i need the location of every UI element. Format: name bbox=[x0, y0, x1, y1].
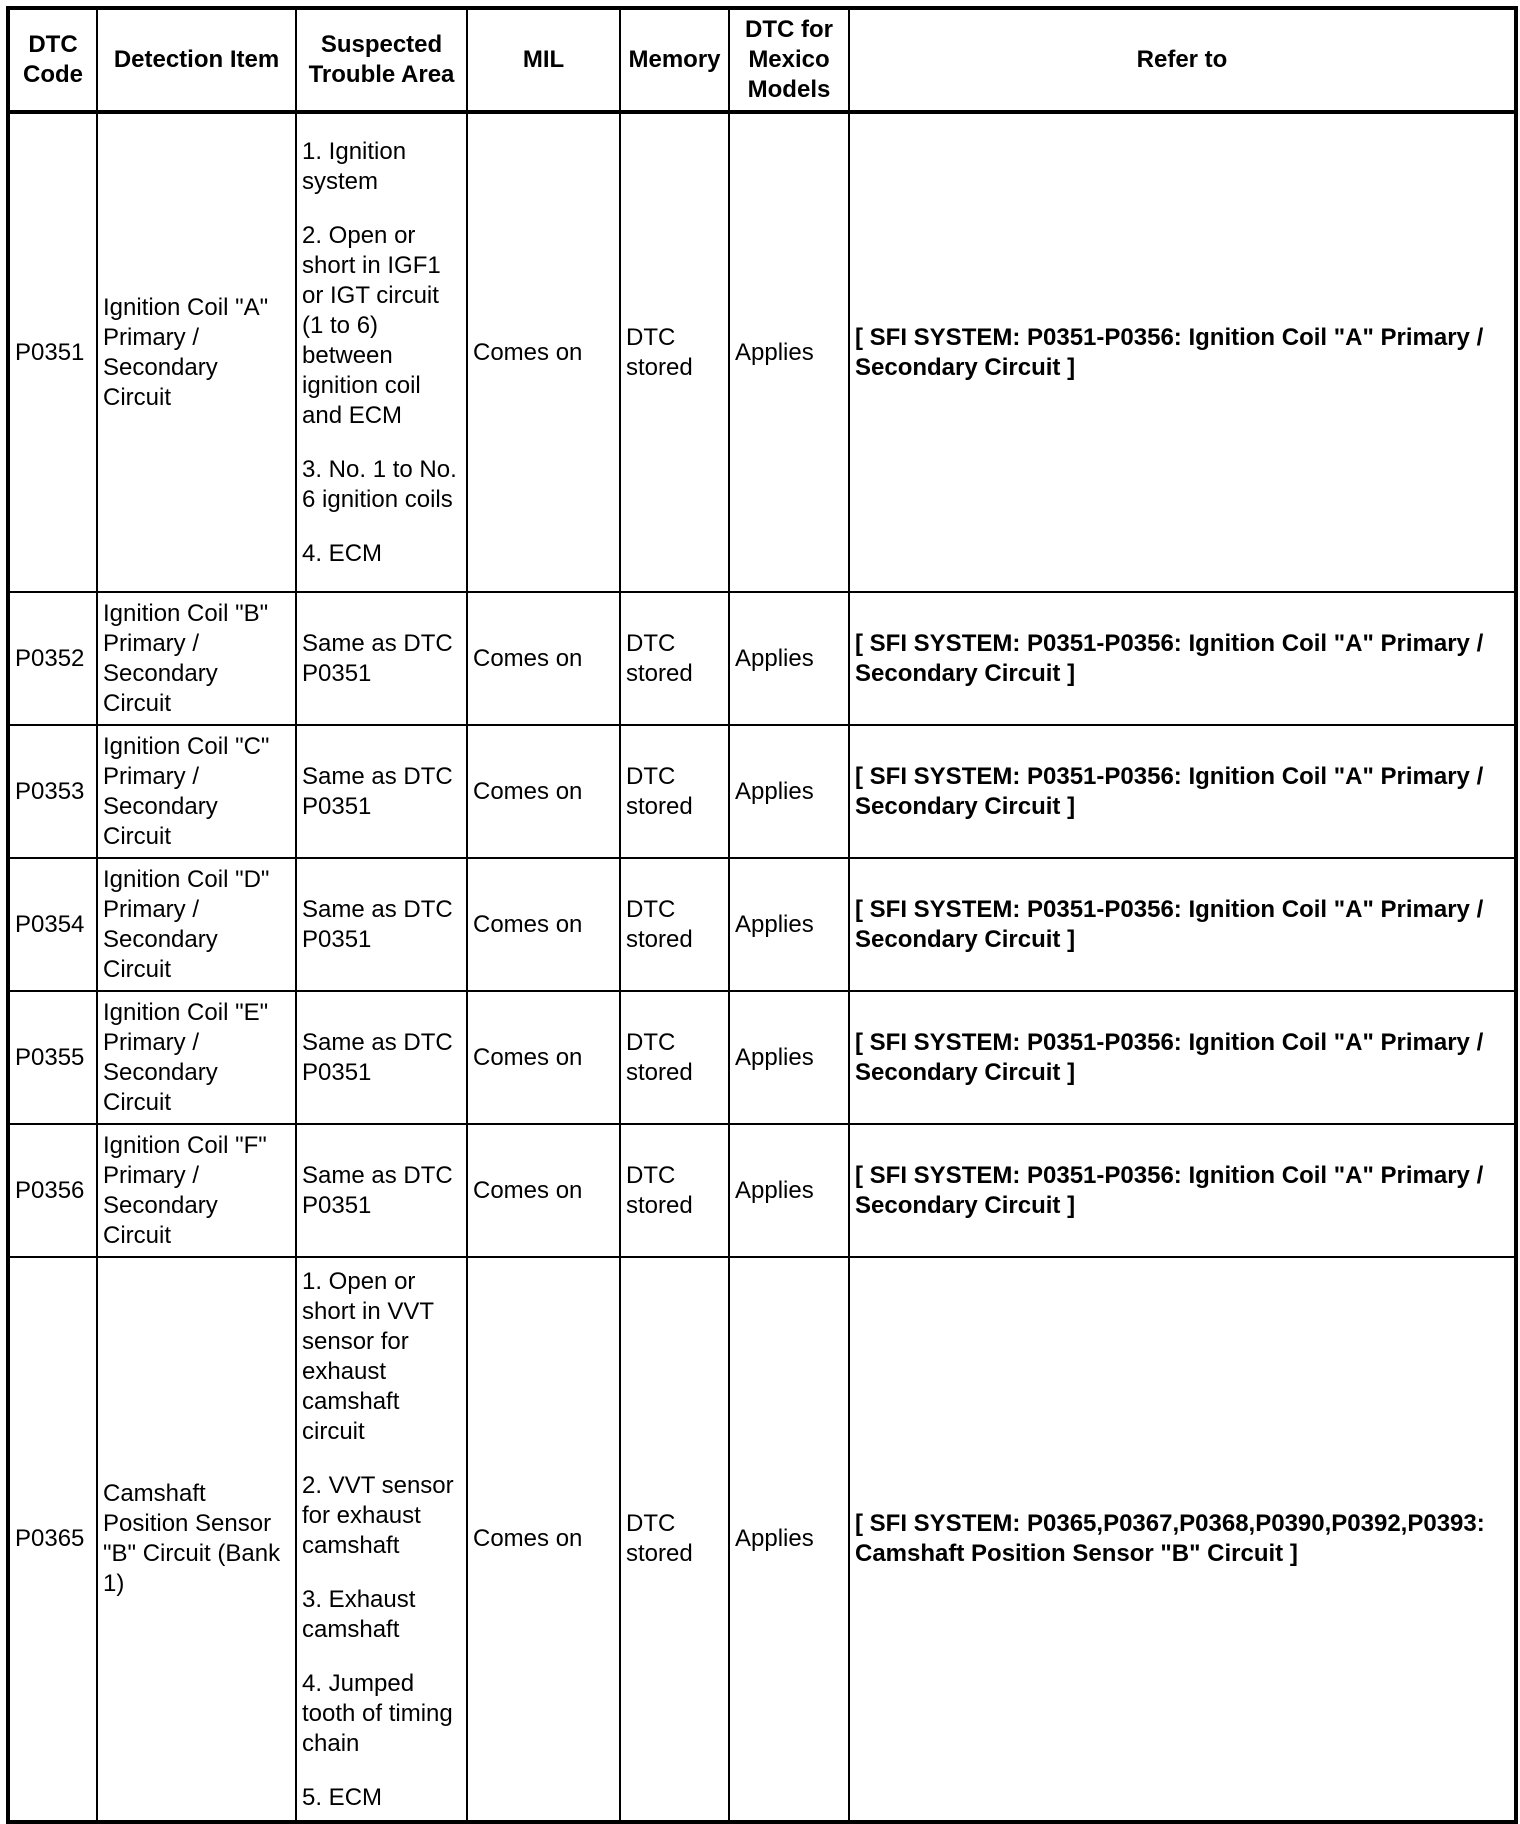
trouble-area-item: 1. Open or short in VVT sensor for exhaust camshaft circuit bbox=[302, 1268, 434, 1445]
trouble-area-cell bbox=[296, 1257, 467, 1822]
trouble-area-item: 3. No. 1 to No. 6 ignition coils bbox=[302, 455, 457, 513]
mexico-cell: Applies bbox=[729, 1124, 849, 1257]
header-dtc-code: DTC Code bbox=[8, 8, 97, 112]
detection-item-cell: Ignition Coil "C" Primary / Secondary Circuit bbox=[97, 725, 296, 858]
trouble-area-item: 4. Jumped tooth of timing chain bbox=[302, 1670, 453, 1757]
header-detection-item: Detection Item bbox=[97, 8, 296, 112]
detection-item-cell: Ignition Coil "E" Primary / Secondary Circuit bbox=[97, 991, 296, 1124]
trouble-area-cell bbox=[296, 1124, 467, 1257]
trouble-area-item: Same as DTC P0351 bbox=[302, 629, 453, 687]
detection-item-cell: Ignition Coil "F" Primary / Secondary Circuit bbox=[97, 1124, 296, 1257]
mil-cell: Comes on bbox=[467, 991, 620, 1124]
refer-to-link[interactable]: [ SFI SYSTEM: P0351-P0356: Ignition Coil "A" Primary / Secondary Circuit ] bbox=[849, 112, 1516, 592]
mil-cell: Comes on bbox=[467, 1257, 620, 1822]
header-refer-to: Refer to bbox=[849, 8, 1516, 112]
mexico-cell: Applies bbox=[729, 1257, 849, 1822]
mexico-cell: Applies bbox=[729, 592, 849, 725]
dtc-code-cell: P0352 bbox=[8, 592, 97, 725]
trouble-area-item: Same as DTC P0351 bbox=[302, 895, 453, 953]
mexico-cell: Applies bbox=[729, 858, 849, 991]
trouble-area-cell bbox=[296, 112, 467, 592]
table-row bbox=[8, 592, 1516, 725]
header-mexico-models: DTC for Mexico Models bbox=[729, 8, 849, 112]
mexico-cell: Applies bbox=[729, 725, 849, 858]
dtc-code-cell: P0351 bbox=[8, 112, 97, 592]
table-row bbox=[8, 858, 1516, 991]
mil-cell: Comes on bbox=[467, 592, 620, 725]
mil-cell: Comes on bbox=[467, 858, 620, 991]
header-trouble-area: Suspected Trouble Area bbox=[296, 8, 467, 112]
trouble-area-item: Same as DTC P0351 bbox=[302, 762, 453, 820]
dtc-code-cell: P0356 bbox=[8, 1124, 97, 1257]
memory-cell: DTC stored bbox=[620, 1257, 729, 1822]
trouble-area-item: 1. Ignition system bbox=[302, 137, 407, 195]
refer-to-link[interactable]: [ SFI SYSTEM: P0351-P0356: Ignition Coil "A" Primary / Secondary Circuit ] bbox=[849, 991, 1516, 1124]
trouble-area-cell bbox=[296, 725, 467, 858]
header-mil: MIL bbox=[467, 8, 620, 112]
trouble-area-item: 5. ECM bbox=[302, 1784, 383, 1811]
detection-item-cell: Ignition Coil "B" Primary / Secondary Circuit bbox=[97, 592, 296, 725]
trouble-area-item: 3. Exhaust camshaft bbox=[302, 1586, 416, 1643]
table-row bbox=[8, 1257, 1516, 1822]
refer-to-link[interactable]: [ SFI SYSTEM: P0365,P0367,P0368,P0390,P0392,P0393: Camshaft Position Sensor "B" Circuit ] bbox=[849, 1257, 1516, 1822]
dtc-code-cell: P0355 bbox=[8, 991, 97, 1124]
memory-cell: DTC stored bbox=[620, 112, 729, 592]
mexico-cell: Applies bbox=[729, 112, 849, 592]
mil-cell: Comes on bbox=[467, 725, 620, 858]
refer-to-link[interactable]: [ SFI SYSTEM: P0351-P0356: Ignition Coil "A" Primary / Secondary Circuit ] bbox=[849, 1124, 1516, 1257]
trouble-area-cell bbox=[296, 592, 467, 725]
dtc-code-cell: P0353 bbox=[8, 725, 97, 858]
detection-item-cell: Ignition Coil "D" Primary / Secondary Circuit bbox=[97, 858, 296, 991]
mexico-cell: Applies bbox=[729, 991, 849, 1124]
detection-item-cell: Camshaft Position Sensor "B" Circuit (Bank 1) bbox=[97, 1257, 296, 1822]
table-row bbox=[8, 991, 1516, 1124]
trouble-area-item: 2. VVT sensor for exhaust camshaft bbox=[302, 1472, 454, 1559]
table-row bbox=[8, 1124, 1516, 1257]
refer-to-link[interactable]: [ SFI SYSTEM: P0351-P0356: Ignition Coil "A" Primary / Secondary Circuit ] bbox=[849, 858, 1516, 991]
header-memory: Memory bbox=[620, 8, 729, 112]
dtc-code-cell: P0354 bbox=[8, 858, 97, 991]
memory-cell: DTC stored bbox=[620, 725, 729, 858]
refer-to-link[interactable]: [ SFI SYSTEM: P0351-P0356: Ignition Coil "A" Primary / Secondary Circuit ] bbox=[849, 592, 1516, 725]
mil-cell: Comes on bbox=[467, 112, 620, 592]
memory-cell: DTC stored bbox=[620, 592, 729, 725]
memory-cell: DTC stored bbox=[620, 1124, 729, 1257]
refer-to-link[interactable]: [ SFI SYSTEM: P0351-P0356: Ignition Coil "A" Primary / Secondary Circuit ] bbox=[849, 725, 1516, 858]
trouble-area-cell bbox=[296, 858, 467, 991]
detection-item-cell: Ignition Coil "A" Primary / Secondary Circuit bbox=[97, 112, 296, 592]
trouble-area-item: 4. ECM bbox=[302, 539, 383, 567]
trouble-area-cell bbox=[296, 991, 467, 1124]
trouble-area-item: 2. Open or short in IGF1 or IGT circuit (1 to 6) between ignition coil and ECM bbox=[302, 221, 441, 429]
dtc-code-cell: P0365 bbox=[8, 1257, 97, 1822]
dtc-table-container bbox=[6, 6, 1518, 1824]
table-header-row bbox=[8, 8, 1516, 112]
dtc-table bbox=[6, 6, 1518, 1824]
trouble-area-item: Same as DTC P0351 bbox=[302, 1161, 453, 1219]
table-row bbox=[8, 112, 1516, 592]
memory-cell: DTC stored bbox=[620, 991, 729, 1124]
memory-cell: DTC stored bbox=[620, 858, 729, 991]
mil-cell: Comes on bbox=[467, 1124, 620, 1257]
table-row bbox=[8, 725, 1516, 858]
trouble-area-item: Same as DTC P0351 bbox=[302, 1028, 453, 1086]
